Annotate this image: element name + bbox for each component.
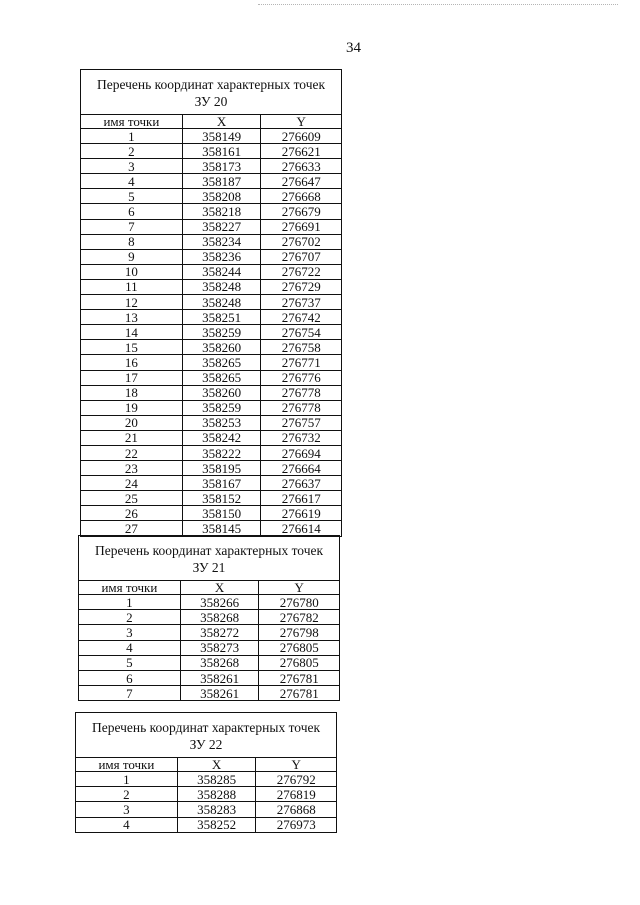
table-row — [81, 264, 342, 279]
table-row — [81, 461, 342, 476]
table-title-line1: Перечень координат характерных точек — [91, 720, 321, 735]
x-coordinate-cell: 358253 — [182, 415, 261, 430]
header-x: X — [182, 115, 261, 129]
x-coordinate-cell: 358252 — [177, 817, 256, 832]
x-coordinate-cell: 358234 — [182, 234, 261, 249]
table-row — [79, 640, 340, 655]
x-coordinate-cell: 358248 — [182, 295, 261, 310]
y-coordinate-cell: 276778 — [261, 400, 342, 415]
table-row — [76, 802, 337, 817]
point-name-cell: 5 — [81, 189, 183, 204]
y-coordinate-cell: 276619 — [261, 506, 342, 521]
table-row — [81, 310, 342, 325]
y-coordinate-cell: 276754 — [261, 325, 342, 340]
x-coordinate-cell: 358222 — [182, 445, 261, 460]
point-name-cell: 1 — [76, 772, 178, 787]
table-row — [81, 249, 342, 264]
y-coordinate-cell: 276668 — [261, 189, 342, 204]
x-coordinate-cell: 358242 — [182, 430, 261, 445]
point-name-cell: 24 — [81, 476, 183, 491]
y-coordinate-cell: 276758 — [261, 340, 342, 355]
point-name-cell: 2 — [79, 610, 181, 625]
page-number: 34 — [346, 40, 361, 56]
table-row — [81, 234, 342, 249]
y-coordinate-cell: 276778 — [261, 385, 342, 400]
table-title-line1: Перечень координат характерных точек — [94, 543, 324, 558]
header-point-name: имя точки — [76, 758, 178, 772]
point-name-cell: 14 — [81, 325, 183, 340]
header-x: X — [177, 758, 256, 772]
point-name-cell: 6 — [81, 204, 183, 219]
x-coordinate-cell: 358261 — [180, 670, 259, 685]
table-row — [81, 174, 342, 189]
table-row — [79, 595, 340, 610]
x-coordinate-cell: 358173 — [182, 159, 261, 174]
table-row — [81, 219, 342, 234]
y-coordinate-cell: 276798 — [259, 625, 340, 640]
y-coordinate-cell: 276664 — [261, 461, 342, 476]
y-coordinate-cell: 276609 — [261, 129, 342, 144]
table-row — [81, 521, 342, 536]
x-coordinate-cell: 358145 — [182, 521, 261, 536]
x-coordinate-cell: 358251 — [182, 310, 261, 325]
header-point-name: имя точки — [81, 115, 183, 129]
point-name-cell: 3 — [81, 159, 183, 174]
table-row — [81, 400, 342, 415]
y-coordinate-cell: 276617 — [261, 491, 342, 506]
y-coordinate-cell: 276792 — [256, 772, 337, 787]
x-coordinate-cell: 358260 — [182, 385, 261, 400]
x-coordinate-cell: 358236 — [182, 249, 261, 264]
x-coordinate-cell: 358285 — [177, 772, 256, 787]
x-coordinate-cell: 358259 — [182, 400, 261, 415]
header-y: Y — [259, 581, 340, 595]
table-row — [81, 189, 342, 204]
x-coordinate-cell: 358265 — [182, 370, 261, 385]
x-coordinate-cell: 358187 — [182, 174, 261, 189]
x-coordinate-cell: 358218 — [182, 204, 261, 219]
point-name-cell: 1 — [79, 595, 181, 610]
point-name-cell: 3 — [79, 625, 181, 640]
table-row — [81, 370, 342, 385]
point-name-cell: 26 — [81, 506, 183, 521]
x-coordinate-cell: 358273 — [180, 640, 259, 655]
y-coordinate-cell: 276694 — [261, 445, 342, 460]
table-title — [81, 70, 342, 115]
point-name-cell: 4 — [81, 174, 183, 189]
point-name-cell: 20 — [81, 415, 183, 430]
coordinates-table-zu20 — [80, 69, 342, 537]
table-row — [81, 430, 342, 445]
table-row — [79, 670, 340, 685]
y-coordinate-cell: 276729 — [261, 279, 342, 294]
point-name-cell: 2 — [81, 144, 183, 159]
point-name-cell: 17 — [81, 370, 183, 385]
table-row — [81, 144, 342, 159]
table-row — [79, 625, 340, 640]
y-coordinate-cell: 276781 — [259, 670, 340, 685]
table-row — [81, 325, 342, 340]
point-name-cell: 22 — [81, 445, 183, 460]
point-name-cell: 27 — [81, 521, 183, 536]
point-name-cell: 23 — [81, 461, 183, 476]
point-name-cell: 7 — [79, 686, 181, 701]
x-coordinate-cell: 358272 — [180, 625, 259, 640]
y-coordinate-cell: 276757 — [261, 415, 342, 430]
table-row — [81, 204, 342, 219]
x-coordinate-cell: 358261 — [180, 686, 259, 701]
y-coordinate-cell: 276691 — [261, 219, 342, 234]
table-row — [81, 491, 342, 506]
point-name-cell: 8 — [81, 234, 183, 249]
y-coordinate-cell: 276805 — [259, 655, 340, 670]
y-coordinate-cell: 276776 — [261, 370, 342, 385]
y-coordinate-cell: 276614 — [261, 521, 342, 536]
y-coordinate-cell: 276737 — [261, 295, 342, 310]
table-row — [81, 506, 342, 521]
x-coordinate-cell: 358152 — [182, 491, 261, 506]
table-row — [76, 787, 337, 802]
y-coordinate-cell: 276973 — [256, 817, 337, 832]
x-coordinate-cell: 358268 — [180, 610, 259, 625]
x-coordinate-cell: 358283 — [177, 802, 256, 817]
table-row — [81, 159, 342, 174]
table-row — [81, 295, 342, 310]
table-row — [81, 415, 342, 430]
table-title-line2: ЗУ 22 — [189, 737, 223, 752]
y-coordinate-cell: 276621 — [261, 144, 342, 159]
header-point-name: имя точки — [79, 581, 181, 595]
x-coordinate-cell: 358244 — [182, 264, 261, 279]
table-title-line1: Перечень координат характерных точек — [96, 77, 326, 92]
point-name-cell: 12 — [81, 295, 183, 310]
point-name-cell: 18 — [81, 385, 183, 400]
x-coordinate-cell: 358161 — [182, 144, 261, 159]
table-title — [76, 713, 337, 758]
y-coordinate-cell: 276781 — [259, 686, 340, 701]
point-name-cell: 4 — [79, 640, 181, 655]
table-row — [76, 772, 337, 787]
table-row — [79, 655, 340, 670]
point-name-cell: 1 — [81, 129, 183, 144]
y-coordinate-cell: 276782 — [259, 610, 340, 625]
point-name-cell: 13 — [81, 310, 183, 325]
point-name-cell: 21 — [81, 430, 183, 445]
table-row — [79, 686, 340, 701]
y-coordinate-cell: 276805 — [259, 640, 340, 655]
y-coordinate-cell: 276868 — [256, 802, 337, 817]
x-coordinate-cell: 358266 — [180, 595, 259, 610]
x-coordinate-cell: 358288 — [177, 787, 256, 802]
point-name-cell: 3 — [76, 802, 178, 817]
table-row — [81, 129, 342, 144]
table-row — [76, 817, 337, 832]
table-row — [81, 279, 342, 294]
point-name-cell: 7 — [81, 219, 183, 234]
y-coordinate-cell: 276819 — [256, 787, 337, 802]
y-coordinate-cell: 276780 — [259, 595, 340, 610]
table-title-line2: ЗУ 20 — [194, 94, 228, 109]
header-y: Y — [261, 115, 342, 129]
point-name-cell: 11 — [81, 279, 183, 294]
y-coordinate-cell: 276637 — [261, 476, 342, 491]
x-coordinate-cell: 358149 — [182, 129, 261, 144]
y-coordinate-cell: 276633 — [261, 159, 342, 174]
x-coordinate-cell: 358265 — [182, 355, 261, 370]
y-coordinate-cell: 276722 — [261, 264, 342, 279]
table-row — [81, 355, 342, 370]
x-coordinate-cell: 358195 — [182, 461, 261, 476]
point-name-cell: 15 — [81, 340, 183, 355]
point-name-cell: 16 — [81, 355, 183, 370]
header-x: X — [180, 581, 259, 595]
header-y: Y — [256, 758, 337, 772]
x-coordinate-cell: 358259 — [182, 325, 261, 340]
y-coordinate-cell: 276771 — [261, 355, 342, 370]
point-name-cell: 10 — [81, 264, 183, 279]
y-coordinate-cell: 276742 — [261, 310, 342, 325]
point-name-cell: 25 — [81, 491, 183, 506]
table-row — [81, 476, 342, 491]
y-coordinate-cell: 276707 — [261, 249, 342, 264]
table-row — [81, 385, 342, 400]
x-coordinate-cell: 358260 — [182, 340, 261, 355]
y-coordinate-cell: 276679 — [261, 204, 342, 219]
point-name-cell: 5 — [79, 655, 181, 670]
x-coordinate-cell: 358150 — [182, 506, 261, 521]
point-name-cell: 4 — [76, 817, 178, 832]
y-coordinate-cell: 276647 — [261, 174, 342, 189]
point-name-cell: 9 — [81, 249, 183, 264]
scan-artifact-line — [258, 4, 618, 5]
coordinates-table-zu22 — [75, 712, 337, 833]
table-row — [79, 610, 340, 625]
coordinates-table-zu21 — [78, 535, 340, 701]
table-row — [81, 445, 342, 460]
x-coordinate-cell: 358227 — [182, 219, 261, 234]
table-title — [79, 536, 340, 581]
y-coordinate-cell: 276732 — [261, 430, 342, 445]
y-coordinate-cell: 276702 — [261, 234, 342, 249]
table-title-line2: ЗУ 21 — [192, 560, 226, 575]
point-name-cell: 6 — [79, 670, 181, 685]
point-name-cell: 19 — [81, 400, 183, 415]
x-coordinate-cell: 358167 — [182, 476, 261, 491]
point-name-cell: 2 — [76, 787, 178, 802]
x-coordinate-cell: 358248 — [182, 279, 261, 294]
x-coordinate-cell: 358268 — [180, 655, 259, 670]
table-row — [81, 340, 342, 355]
x-coordinate-cell: 358208 — [182, 189, 261, 204]
